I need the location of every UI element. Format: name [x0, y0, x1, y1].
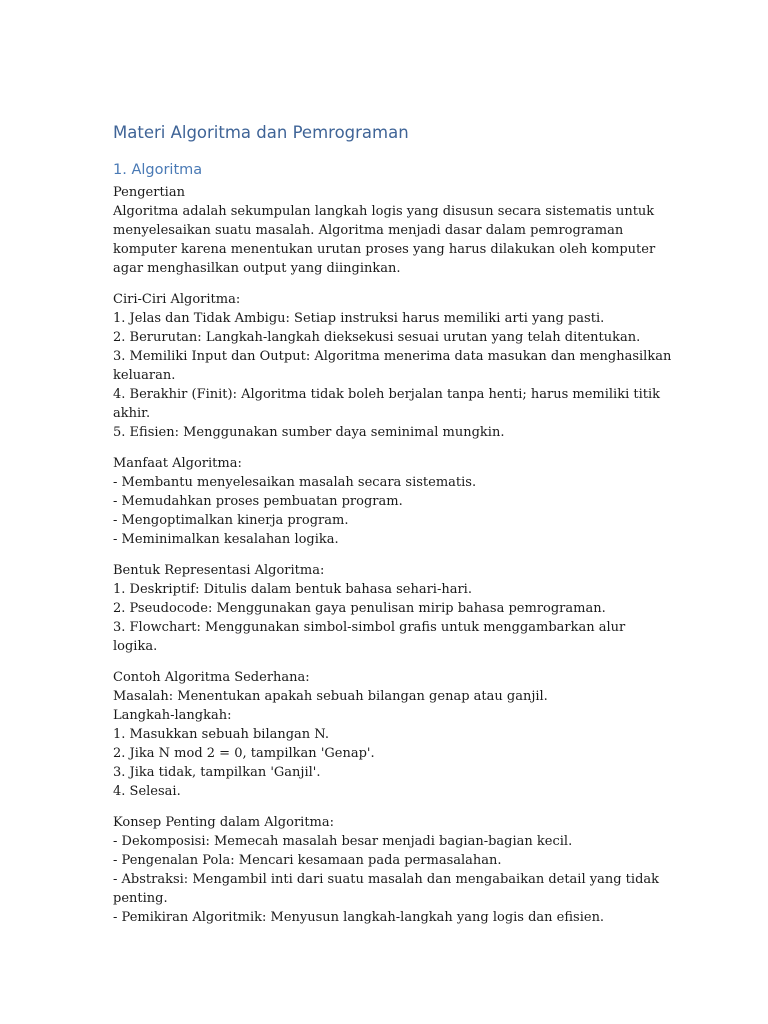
konsep-label: Konsep Penting dalam Algoritma: [113, 815, 335, 830]
list-item: 4. Selesai. [113, 784, 181, 799]
contoh-langkah-label: Langkah-langkah: [113, 708, 232, 723]
document-page [113, 121, 673, 939]
list-item: 5. Efisien: Menggunakan sumber daya seminimal mungkin. [113, 425, 505, 440]
list-item: 2. Berurutan: Langkah-langkah dieksekusi sesuai urutan yang telah ditentukan. [113, 330, 641, 345]
list-item: - Memudahkan proses pembuatan program. [113, 494, 403, 509]
document-title: Materi Algoritma dan Pemrograman [113, 123, 409, 142]
list-item: - Dekomposisi: Memecah masalah besar menjadi bagian-bagian kecil. [113, 834, 573, 849]
list-item: - Membantu menyelesaikan masalah secara sistematis. [113, 475, 477, 490]
contoh-masalah: Masalah: Menentukan apakah sebuah bilangan genap atau ganjil. [113, 689, 548, 704]
manfaat-label: Manfaat Algoritma: [113, 456, 242, 471]
list-item: 1. Deskriptif: Ditulis dalam bentuk bahasa sehari-hari. [113, 582, 472, 597]
bentuk-label: Bentuk Representasi Algoritma: [113, 563, 325, 578]
list-item: 2. Jika N mod 2 = 0, tampilkan 'Genap'. [113, 746, 375, 761]
list-item: - Mengoptimalkan kinerja program. [113, 513, 349, 528]
list-item: 1. Jelas dan Tidak Ambigu: Setiap instruksi harus memiliki arti yang pasti. [113, 311, 605, 326]
manfaat-block [113, 454, 673, 549]
list-item: 3. Flowchart: Menggunakan simbol-simbol grafis untuk menggambarkan alur logika. [113, 620, 626, 654]
konsep-block [113, 813, 673, 927]
list-item: - Pemikiran Algoritmik: Menyusun langkah-langkah yang logis dan efisien. [113, 910, 605, 925]
list-item: - Abstraksi: Mengambil inti dari suatu masalah dan mengabaikan detail yang tidak penting. [113, 872, 660, 906]
pengertian-block [113, 183, 673, 278]
list-item: - Pengenalan Pola: Mencari kesamaan pada permasalahan. [113, 853, 502, 868]
list-item: 1. Masukkan sebuah bilangan N. [113, 727, 329, 742]
list-item: 2. Pseudocode: Menggunakan gaya penulisan mirip bahasa pemrograman. [113, 601, 606, 616]
ciri-block [113, 290, 673, 442]
list-item: - Meminimalkan kesalahan logika. [113, 532, 339, 547]
section-heading-algoritma: 1. Algoritma [113, 162, 203, 178]
ciri-label: Ciri-Ciri Algoritma: [113, 292, 241, 307]
pengertian-paragraph: Algoritma adalah sekumpulan langkah logis yang disusun secara sistematis untuk menyelesaikan suatu masalah. Algoritma menjadi dasar dalam pemrograman komputer karena menentukan urutan proses yang harus dilakukan oleh komputer agar menghasilkan output yang diinginkan. [113, 204, 656, 276]
list-item: 3. Jika tidak, tampilkan 'Ganjil'. [113, 765, 321, 780]
pengertian-label: Pengertian [113, 185, 185, 200]
contoh-block [113, 668, 673, 801]
list-item: 3. Memiliki Input dan Output: Algoritma menerima data masukan dan menghasilkan keluaran. [113, 349, 672, 383]
list-item: 4. Berakhir (Finit): Algoritma tidak boleh berjalan tanpa henti; harus memiliki titik akhir. [113, 387, 661, 421]
contoh-label: Contoh Algoritma Sederhana: [113, 670, 310, 685]
bentuk-block [113, 561, 673, 656]
